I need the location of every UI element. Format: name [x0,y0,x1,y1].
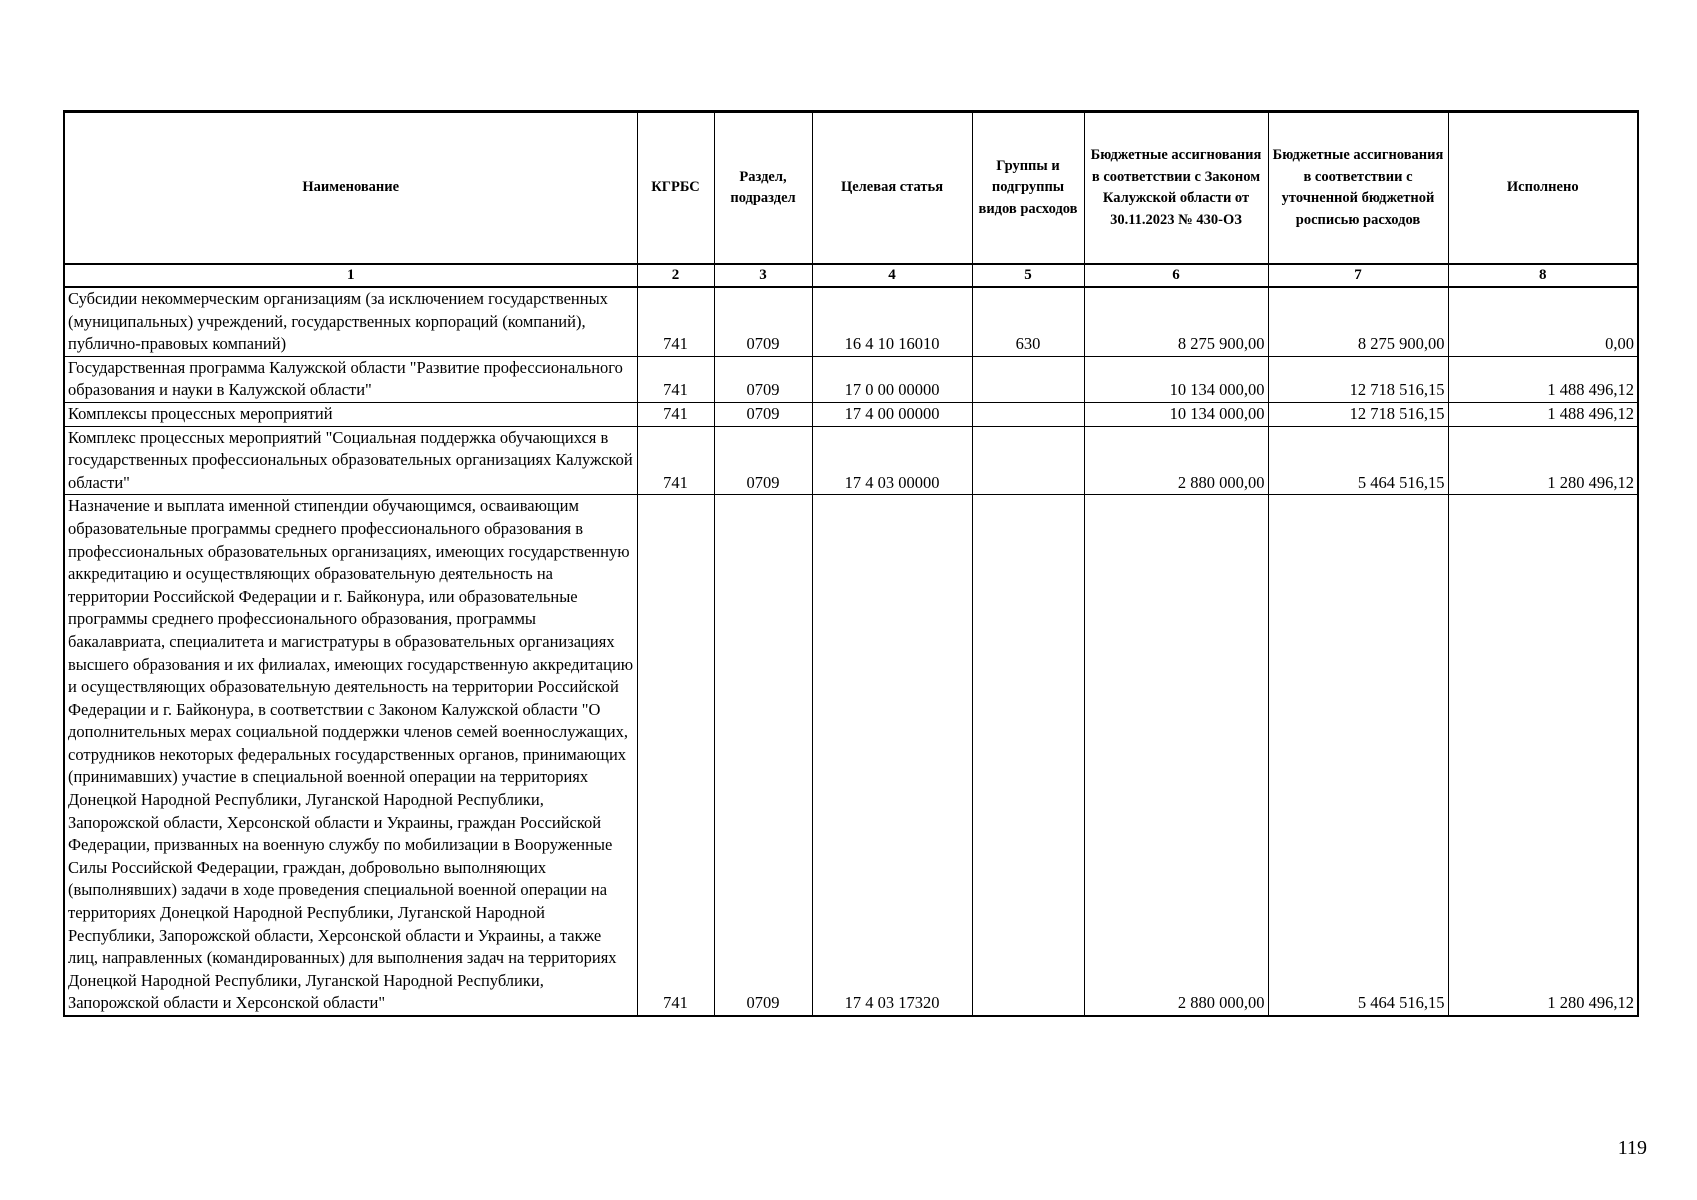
row-name: Комплексы процессных мероприятий [64,402,637,426]
header-target: Целевая статья [812,112,972,265]
row-refined-alloc: 12 718 516,15 [1268,356,1448,402]
header-row [64,112,1638,265]
row-refined-alloc: 8 275 900,00 [1268,287,1448,356]
row-law-alloc: 2 880 000,00 [1084,426,1268,495]
row-section: 0709 [714,402,812,426]
row-law-alloc: 2 880 000,00 [1084,495,1268,1016]
row-executed: 1 280 496,12 [1448,495,1638,1016]
row-group [972,402,1084,426]
budget-table [63,110,1639,1017]
row-refined-alloc: 12 718 516,15 [1268,402,1448,426]
row-name: Государственная программа Калужской области "Развитие профессионального образования и науки в Калужской области" [64,356,637,402]
row-law-alloc: 8 275 900,00 [1084,287,1268,356]
page-number: 119 [1617,1137,1647,1159]
row-executed: 1 488 496,12 [1448,402,1638,426]
row-law-alloc: 10 134 000,00 [1084,356,1268,402]
row-name: Комплекс процессных мероприятий "Социальная поддержка обучающихся в государственных профессиональных образовательных организациях Калужской области" [64,426,637,495]
row-target: 17 4 03 17320 [812,495,972,1016]
row-group [972,356,1084,402]
row-target: 16 4 10 16010 [812,287,972,356]
table-row [64,495,1638,1016]
column-number: 6 [1084,264,1268,287]
header-section: Раздел, подраздел [714,112,812,265]
header-groups: Группы и подгруппы видов расходов [972,112,1084,265]
column-number-row [64,264,1638,287]
header-law-alloc: Бюджетные ассигнования в соответствии с Законом Калужской области от 30.11.2023 № 430-ОЗ [1084,112,1268,265]
table-row [64,356,1638,402]
row-target: 17 4 00 00000 [812,402,972,426]
column-number: 2 [637,264,714,287]
row-executed: 1 488 496,12 [1448,356,1638,402]
column-number: 3 [714,264,812,287]
row-section: 0709 [714,356,812,402]
row-refined-alloc: 5 464 516,15 [1268,426,1448,495]
row-kgrbs: 741 [637,356,714,402]
row-kgrbs: 741 [637,402,714,426]
row-target: 17 4 03 00000 [812,426,972,495]
row-law-alloc: 10 134 000,00 [1084,402,1268,426]
row-group [972,426,1084,495]
row-name: Назначение и выплата именной стипендии обучающимся, осваивающим образовательные программы среднего профессионального образования в профессиональных образовательных организациях, имеющих государственную аккредитацию и осуществляющих образовательную деятельность на территории Российской Федерации и г. Байконура, или образовательные программы среднего профессионального образования, программы бакалавриата, специалитета и магистратуры в образовательных организациях высшего образования и их филиалах, имеющих государственную аккредитацию и осуществляющих образовательную деятельность на территории Российской Федерации и г. Байконура, в соответствии с Законом Калужской области "О дополнительных мерах социальной поддержки членов семей военнослужащих, сотрудников некоторых федеральных государственных органов, принимающих (принимавших) участие в специальной военной операции на территориях Донецкой Народной Республики, Луганской Народной Республики, Запорожской области, Херсонской области и Украины, граждан Российской Федерации, призванных на военную службу по мобилизации в Вооруженные Силы Российской Федерации, граждан, добровольно выполняющих (выполнявших) задачи в ходе проведения специальной военной операции на территориях Донецкой Народной Республики, Луганской Народной Республики, Запорожской области, Херсонской области и Украины, а также лиц, направленных (командированных) для выполнения задач на территориях Донецкой Народной Республики, Луганской Народной Республики, Запорожской области и Херсонской области" [64,495,637,1016]
row-executed: 0,00 [1448,287,1638,356]
row-executed: 1 280 496,12 [1448,426,1638,495]
row-kgrbs: 741 [637,287,714,356]
table-row [64,426,1638,495]
column-number: 4 [812,264,972,287]
row-group [972,495,1084,1016]
row-section: 0709 [714,287,812,356]
column-number: 7 [1268,264,1448,287]
row-kgrbs: 741 [637,495,714,1016]
header-refined-alloc: Бюджетные ассигнования в соответствии с уточненной бюджетной росписью расходов [1268,112,1448,265]
column-number: 5 [972,264,1084,287]
header-executed: Исполнено [1448,112,1638,265]
row-target: 17 0 00 00000 [812,356,972,402]
row-kgrbs: 741 [637,426,714,495]
column-number: 1 [64,264,637,287]
header-name: Наименование [64,112,637,265]
row-refined-alloc: 5 464 516,15 [1268,495,1448,1016]
row-section: 0709 [714,426,812,495]
row-section: 0709 [714,495,812,1016]
table-row [64,287,1638,356]
table-row [64,402,1638,426]
row-group: 630 [972,287,1084,356]
header-kgrbs: КГРБС [637,112,714,265]
column-number: 8 [1448,264,1638,287]
row-name: Субсидии некоммерческим организациям (за исключением государственных (муниципальных) учреждений, государственных корпораций (компаний), публично-правовых компаний) [64,287,637,356]
